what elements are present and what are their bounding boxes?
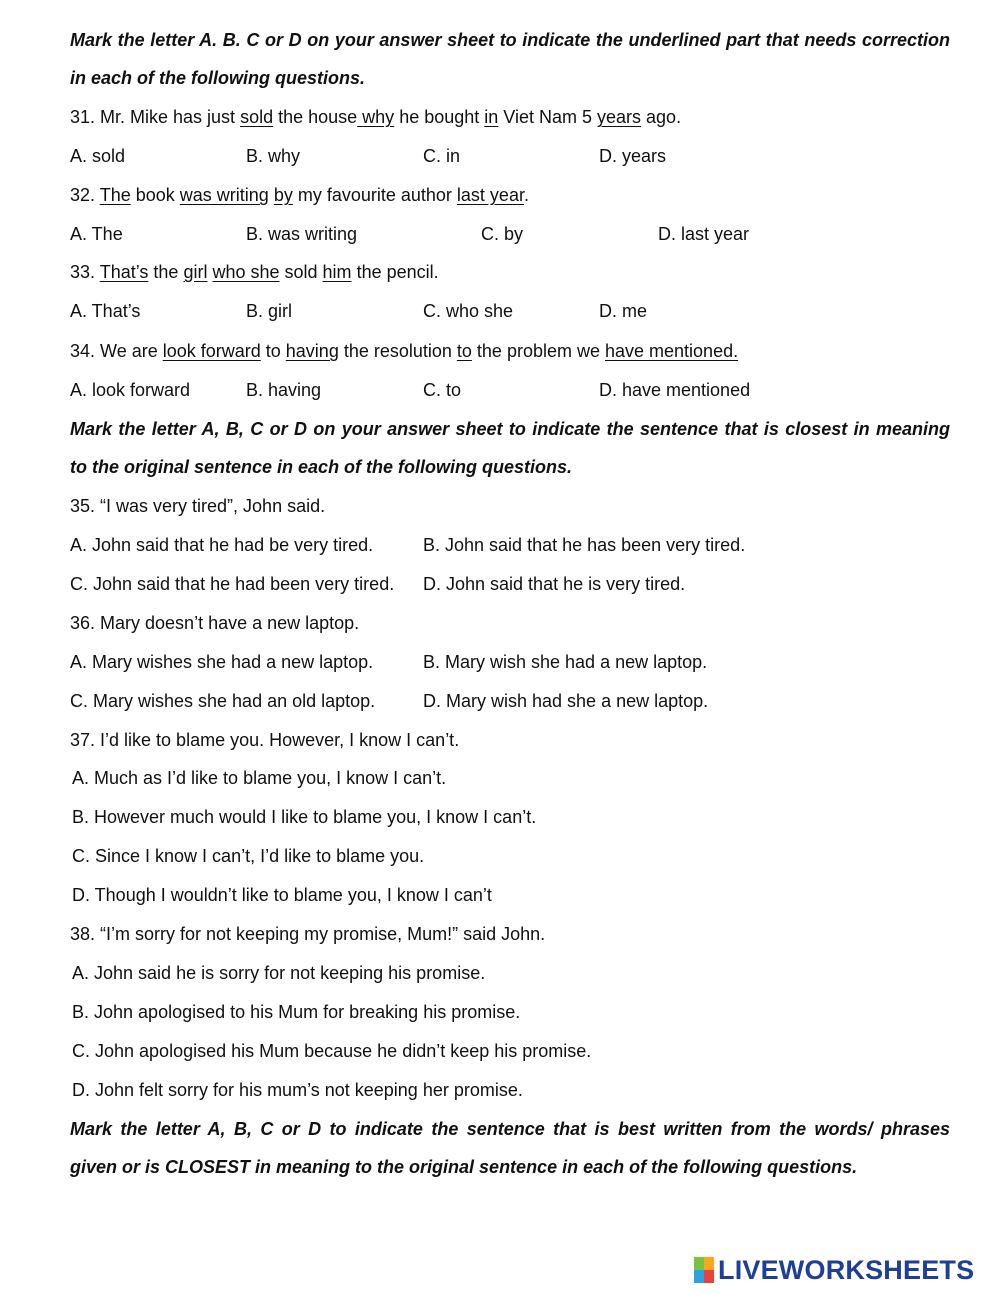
q34-option-c[interactable]: C. to bbox=[423, 380, 462, 400]
q38-option-d[interactable]: D. John felt sorry for his mum’s not keeping her promise. bbox=[72, 1080, 523, 1100]
q32-underline-d: last year bbox=[456, 185, 524, 205]
q34-underline-d: have mentioned. bbox=[605, 341, 739, 361]
instruction-error-line2: in each of the following questions. bbox=[70, 68, 366, 88]
q31-underline-b: why bbox=[357, 107, 395, 127]
question-32 bbox=[70, 184, 529, 206]
q34-option-b[interactable]: B. having bbox=[246, 380, 322, 400]
q34-text: 34. We are bbox=[70, 341, 163, 361]
q34-text: to bbox=[260, 341, 286, 361]
q35-option-d[interactable]: D. John said that he is very tired. bbox=[423, 574, 686, 594]
instruction-best-written-line1: Mark the letter A, B, C or D to indicate the sentence that is best written from the words/ phrases bbox=[70, 1119, 950, 1139]
q36-option-b[interactable]: B. Mary wish she had a new laptop. bbox=[423, 652, 708, 672]
q33-option-a[interactable]: A. That’s bbox=[70, 301, 141, 321]
q32-option-c[interactable]: C. by bbox=[481, 224, 524, 244]
q33-underline-d: him bbox=[322, 262, 352, 282]
q32-text: my favourite author bbox=[292, 185, 457, 205]
q33-text: sold bbox=[279, 262, 323, 282]
q32-underline-a: The bbox=[99, 185, 131, 205]
q31-option-b[interactable]: B. why bbox=[246, 146, 301, 166]
q33-option-b[interactable]: B. girl bbox=[246, 301, 293, 321]
q32-text: book bbox=[130, 185, 180, 205]
q34-text: the resolution bbox=[338, 341, 457, 361]
q34-underline-b: having bbox=[285, 341, 339, 361]
q37-option-a[interactable]: A. Much as I’d like to blame you, I know I can’t. bbox=[72, 768, 447, 788]
q32-option-d[interactable]: D. last year bbox=[658, 224, 750, 244]
question-31 bbox=[70, 106, 681, 128]
q34-option-d[interactable]: D. have mentioned bbox=[599, 380, 751, 400]
q38-option-b[interactable]: B. John apologised to his Mum for breaking his promise. bbox=[72, 1002, 521, 1022]
q33-underline-c: who she bbox=[212, 262, 280, 282]
q31-text: the house bbox=[273, 107, 358, 127]
q31-option-a[interactable]: A. sold bbox=[70, 146, 126, 166]
q36-option-d[interactable]: D. Mary wish had she a new laptop. bbox=[423, 691, 709, 711]
liveworksheets-logo bbox=[694, 1254, 974, 1286]
q31-text: Viet Nam 5 bbox=[498, 107, 598, 127]
q35-option-c[interactable]: C. John said that he had been very tired. bbox=[70, 574, 395, 594]
instruction-error-line1: Mark the letter A. B. C or D on your answer sheet to indicate the underlined part that needs correction bbox=[70, 30, 950, 50]
instruction-closest-line2: to the original sentence in each of the following questions. bbox=[70, 457, 573, 477]
logo-tile bbox=[694, 1257, 704, 1270]
logo-text: LIVEWORKSHEETS bbox=[718, 1254, 975, 1285]
q33-option-d[interactable]: D. me bbox=[599, 301, 648, 321]
q31-option-d[interactable]: D. years bbox=[599, 146, 667, 166]
q35-option-b[interactable]: B. John said that he has been very tired. bbox=[423, 535, 746, 555]
q32-underline-c: by bbox=[273, 185, 293, 205]
q33-option-c[interactable]: C. who she bbox=[423, 301, 514, 321]
q33-underline-b: girl bbox=[183, 262, 208, 282]
q36-option-a[interactable]: A. Mary wishes she had a new laptop. bbox=[70, 652, 374, 672]
q33-text: the bbox=[148, 262, 184, 282]
question-34 bbox=[70, 340, 738, 362]
question-33 bbox=[70, 261, 439, 283]
q37-option-d[interactable]: D. Though I wouldn’t like to blame you, I know I can’t bbox=[72, 885, 492, 905]
q31-text: 31. Mr. Mike has just bbox=[70, 107, 241, 127]
q33-underline-a: That’s bbox=[99, 262, 149, 282]
q32-option-a[interactable]: A. The bbox=[70, 224, 123, 244]
q34-text: the problem we bbox=[471, 341, 605, 361]
question-38: 38. “I’m sorry for not keeping my promise, Mum!” said John. bbox=[70, 924, 546, 944]
q38-option-a[interactable]: A. John said he is sorry for not keeping his promise. bbox=[72, 963, 486, 983]
q37-option-c[interactable]: C. Since I know I can’t, I’d like to blame you. bbox=[72, 846, 425, 866]
q38-option-c[interactable]: C. John apologised his Mum because he didn’t keep his promise. bbox=[72, 1041, 592, 1061]
q31-option-c[interactable]: C. in bbox=[423, 146, 461, 166]
q31-underline-d: years bbox=[597, 107, 642, 127]
q35-option-a[interactable]: A. John said that he had be very tired. bbox=[70, 535, 374, 555]
q32-text: 32. bbox=[70, 185, 100, 205]
q32-option-b[interactable]: B. was writing bbox=[246, 224, 358, 244]
q33-text: the pencil. bbox=[351, 262, 439, 282]
q31-underline-c: in bbox=[484, 107, 499, 127]
q31-text: he bought bbox=[394, 107, 485, 127]
q34-underline-c: to bbox=[456, 341, 472, 361]
logo-tile bbox=[704, 1270, 714, 1283]
q33-text: 33. bbox=[70, 262, 100, 282]
q32-text: . bbox=[523, 185, 529, 205]
q34-option-a[interactable]: A. look forward bbox=[70, 380, 191, 400]
q31-underline-a: sold bbox=[240, 107, 274, 127]
question-35: 35. “I was very tired”, John said. bbox=[70, 496, 326, 516]
q34-underline-a: look forward bbox=[162, 341, 261, 361]
q31-text: ago. bbox=[641, 107, 682, 127]
logo-tile bbox=[704, 1257, 714, 1270]
q36-option-c[interactable]: C. Mary wishes she had an old laptop. bbox=[70, 691, 376, 711]
logo-tiles-icon bbox=[694, 1257, 714, 1283]
question-36: 36. Mary doesn’t have a new laptop. bbox=[70, 613, 360, 633]
q37-option-b[interactable]: B. However much would I like to blame you, I know I can’t. bbox=[72, 807, 537, 827]
instruction-closest-line1: Mark the letter A, B, C or D on your answer sheet to indicate the sentence that is closest in meaning bbox=[70, 419, 950, 439]
logo-tile bbox=[694, 1270, 704, 1283]
q32-underline-b: was writing bbox=[179, 185, 269, 205]
instruction-best-written-line2: given or is CLOSEST in meaning to the original sentence in each of the following questions. bbox=[70, 1157, 858, 1177]
question-37: 37. I’d like to blame you. However, I know I can’t. bbox=[70, 730, 460, 750]
